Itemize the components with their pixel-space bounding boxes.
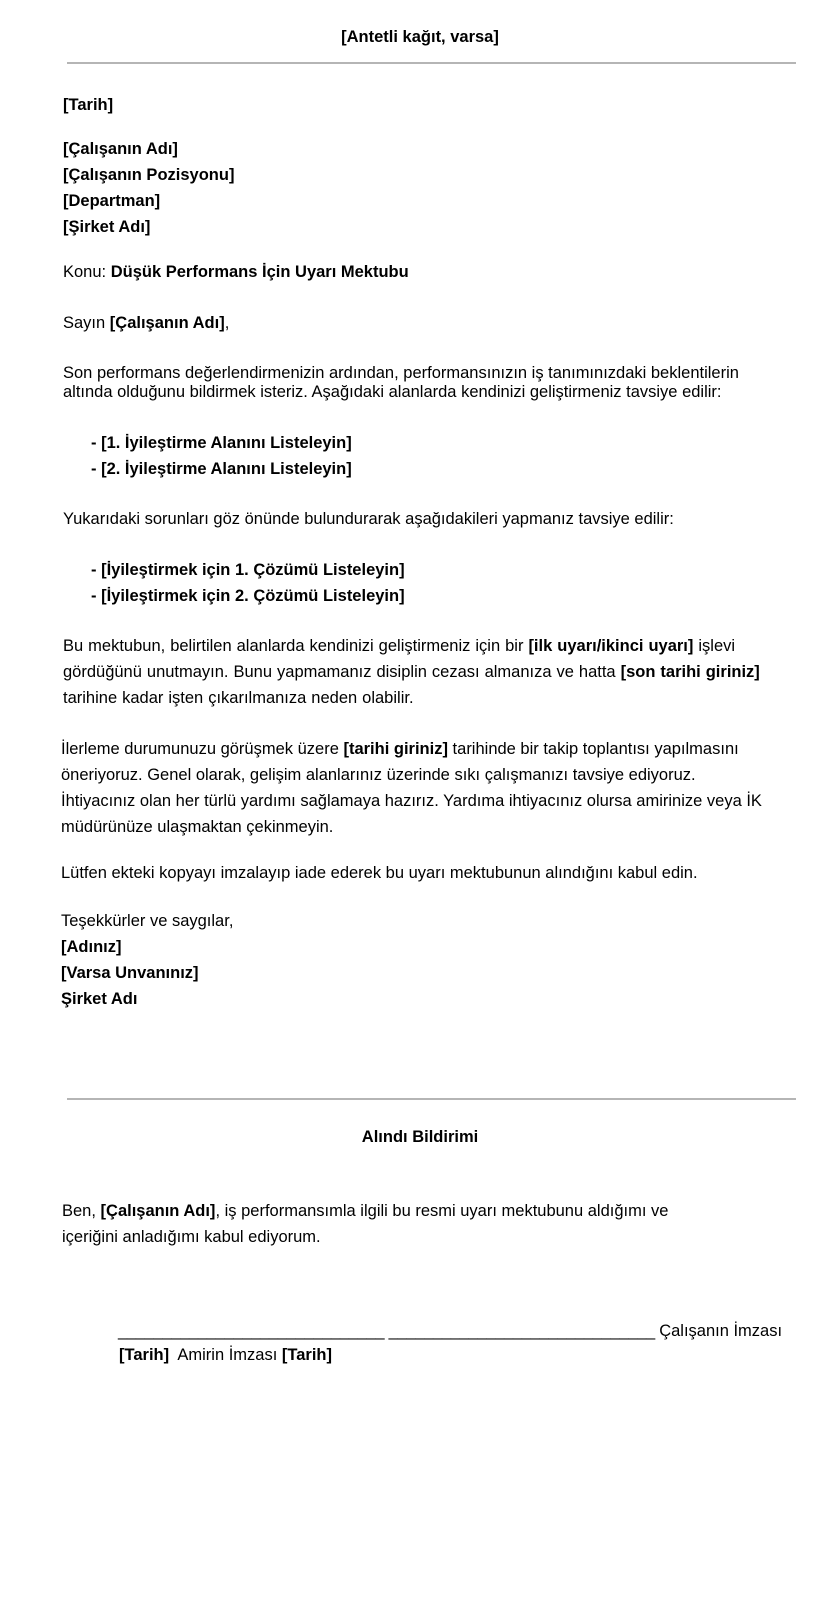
acknowledge-request: Lütfen ekteki kopyayı imzalayıp iade ederek bu uyarı mektubunun alındığını kabul edin. <box>61 864 698 882</box>
warning-paragraph <box>63 633 793 711</box>
employee-signature-label: Çalışanın İmzası <box>659 1322 783 1340</box>
letterhead: [Antetli kağıt, varsa] <box>341 28 499 46</box>
ack-part1: Ben, <box>62 1202 101 1220</box>
recipient-block <box>63 136 234 240</box>
warning-type: [ilk uyarı/ikinci uyarı] <box>528 637 694 655</box>
salutation-suffix: , <box>224 314 230 332</box>
sender-name: [Adınız] <box>61 938 122 956</box>
recipient-position: [Çalışanın Pozisyonu] <box>63 166 235 184</box>
subject-label: Konu: <box>63 263 107 281</box>
warning-part2: işlevi gördüğünü unutmayın. Bunu yapmamanız disiplin cezası almanıza ve hatta <box>63 637 736 681</box>
employee-signature-line: ______________________________ <box>118 1322 385 1340</box>
sender-company: Şirket Adı <box>61 990 138 1008</box>
salutation <box>63 314 229 333</box>
supervisor-signature-label: Amirin İmzası <box>177 1346 278 1364</box>
closing-block <box>61 908 233 1012</box>
followup-part1: İlerleme durumunuzu görüşmek üzere <box>61 740 344 758</box>
solutions-list <box>91 557 405 609</box>
intro-paragraph: Son performans değerlendirmenizin ardından, performansınızın iş tanımınızdaki beklentilerin altında olduğunu bildirmek isteriz. Aşağıdaki alanlarda kendinizi geliştirmeniz tavsiye edilir: <box>63 364 739 401</box>
followup-part2: tarihinde bir takip toplantısı yapılmasını öneriyoruz. Genel olarak, gelişim alanlarınız üzerinde sıkı çalışmanızı tavsiye ediyoruz. İhtiyacınız olan her türlü yardımı sağlamaya hazırız. Yardıma ihtiyacınız olursa amirinize veya İK müdürünüze ulaşmaktan çekinmeyin. <box>61 740 762 836</box>
closing-text: Teşekkürler ve saygılar, <box>61 912 234 930</box>
sender-title: [Varsa Unvanınız] <box>61 964 199 982</box>
ack-divider <box>67 1098 796 1100</box>
list-item: - [1. İyileştirme Alanını Listeleyin] <box>91 434 352 452</box>
ack-paragraph <box>62 1198 712 1250</box>
recipient-name: [Çalışanın Adı] <box>63 140 178 158</box>
employee-date: [Tarih] <box>119 1346 170 1364</box>
list-item: - [2. İyileştirme Alanını Listeleyin] <box>91 460 352 478</box>
followup-paragraph <box>61 736 771 840</box>
ack-part2: , iş performansımla ilgili bu resmi uyarı mektubunu aldığımı ve içeriğini anladığımı kabul ediyorum. <box>62 1202 669 1246</box>
recipient-company: [Şirket Adı] <box>63 218 151 236</box>
supervisor-signature-line: ______________________________ <box>388 1322 655 1340</box>
ack-name: [Çalışanın Adı] <box>100 1202 216 1220</box>
warning-deadline: [son tarihi giriniz] <box>620 663 760 681</box>
signature-dates <box>119 1346 332 1365</box>
warning-part1: Bu mektubun, belirtilen alanlarda kendinizi geliştirmeniz için bir <box>63 637 529 655</box>
list-item: - [İyileştirmek için 2. Çözümü Listeleyin] <box>91 587 405 605</box>
warning-part3: tarihine kadar işten çıkarılmanıza neden olabilir. <box>63 689 414 707</box>
salutation-prefix: Sayın <box>63 314 106 332</box>
solutions-intro: Yukarıdaki sorunları göz önünde bulundurarak aşağıdakileri yapmanız tavsiye edilir: <box>63 510 674 528</box>
signature-lines <box>118 1322 782 1341</box>
recipient-department: [Departman] <box>63 192 161 210</box>
followup-date: [tarihi giriniz] <box>343 740 448 758</box>
list-item: - [İyileştirmek için 1. Çözümü Listeleyin] <box>91 561 405 579</box>
salutation-name: [Çalışanın Adı] <box>109 314 225 332</box>
subject-text: Düşük Performans İçin Uyarı Mektubu <box>110 263 409 281</box>
subject-line <box>63 263 409 282</box>
top-divider <box>67 62 796 64</box>
letter-date: [Tarih] <box>63 96 114 114</box>
ack-title: Alındı Bildirimi <box>361 1128 479 1146</box>
improvement-list <box>91 430 352 482</box>
supervisor-date: [Tarih] <box>281 1346 333 1364</box>
